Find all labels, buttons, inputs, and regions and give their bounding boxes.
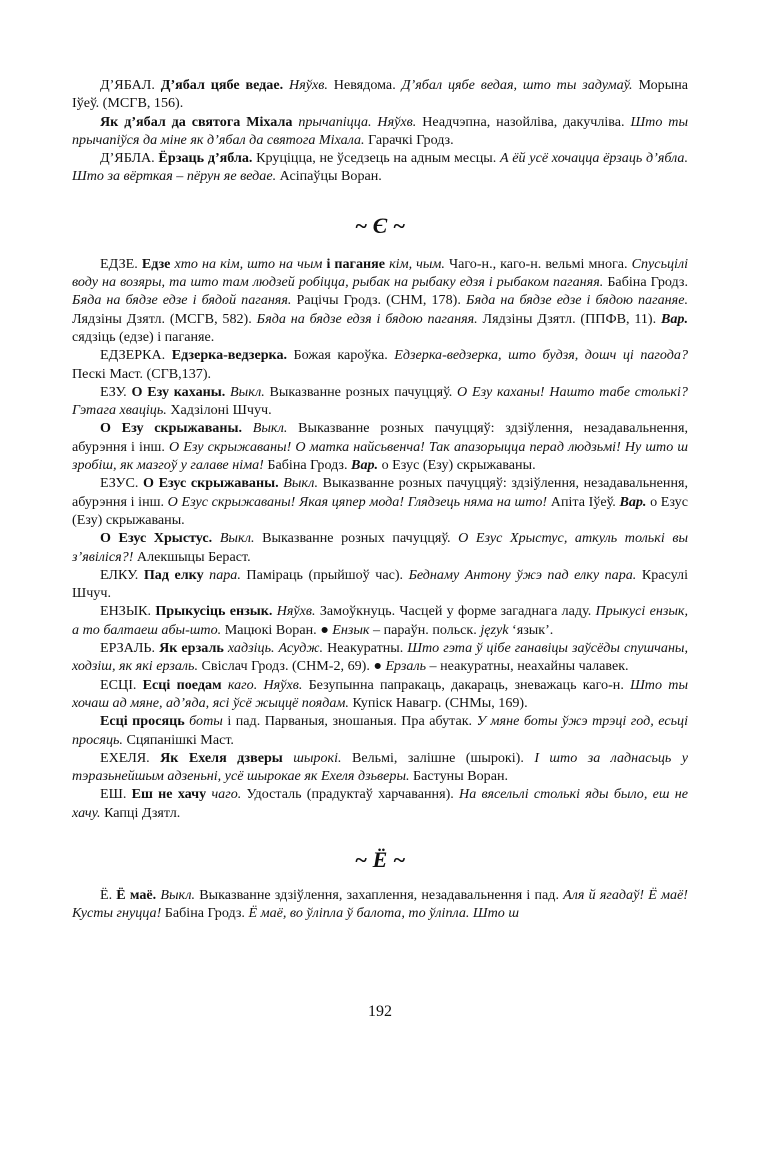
entry-text: Лядзіны Дзятл. (МСГВ, 582). <box>72 310 257 327</box>
entry-text: Выказванне розных пачуццяў. <box>254 530 459 547</box>
entry-text: Капці Дзятл. <box>100 804 181 821</box>
italic-text: кім, чым. <box>389 255 445 272</box>
dictionary-entry <box>72 474 688 529</box>
entry-text: ЕДЗЕ. <box>100 255 142 272</box>
entry-text: Бабіна Гродз. <box>263 457 352 474</box>
headphrase: Ёрзаць д’ябла. <box>158 150 253 167</box>
entry-text: Д’ЯБЛА. <box>100 150 159 167</box>
entry-text: Удосталь (прадуктаў харчавання). <box>241 786 460 803</box>
entry-text: ЕХЕЛЯ. <box>100 749 161 766</box>
italic-text: Едзерка-ведзерка, што будзя, дошч ці пагода? <box>394 347 688 364</box>
entry-text: ЕРЗАЛЬ. <box>100 640 160 657</box>
italic-text: Выкл. <box>160 886 196 903</box>
entry-text: Морына Іўеў. (МСГВ, 156). <box>72 77 688 112</box>
variant-label: Вар. <box>660 310 688 327</box>
dictionary-entry <box>72 149 688 186</box>
headphrase: О Езус скрыжаваны. <box>143 475 279 492</box>
italic-text: хадзіць. Асудж. <box>227 640 324 657</box>
italic-text: Прыкусі ензык, а то балтаеш абы-што. <box>72 603 688 638</box>
italic-text: хто на кім, што на чым <box>174 255 323 272</box>
italic-text: каго. Няўхв. <box>227 676 303 693</box>
dictionary-entry <box>72 639 688 676</box>
entry-text: Красулі Шчуч. <box>72 566 688 602</box>
dictionary-entry <box>72 749 688 786</box>
dictionary-entry <box>72 785 688 822</box>
italic-text: Бяда на бядзе едзе і бядой паганяя. <box>72 292 292 309</box>
entry-text: Алекшыцы Бераст. <box>133 548 251 565</box>
entry-text <box>212 530 220 546</box>
entry-text: ЕЗУС. <box>100 475 144 492</box>
dictionary-entry <box>72 676 688 713</box>
italic-text: Што ты прычапіўся да міне як д’ябал да святога Міхала. <box>72 113 688 148</box>
headphrase: Едзерка-ведзерка. <box>171 347 288 364</box>
headphrase: Ё маё. <box>116 886 157 903</box>
entry-text: Свіслач Гродз. (СНМ-2, 69). ● <box>198 658 386 675</box>
dictionary-page <box>72 76 688 923</box>
headphrase: Есці поедам <box>142 676 222 693</box>
dictionary-entry <box>72 346 688 383</box>
variant-label: Вар. <box>619 493 647 510</box>
italic-text: пара. <box>209 566 241 583</box>
entry-text: Лядзіны Дзятл. (ППФВ, 11). <box>477 310 661 327</box>
italic-text: чаго. <box>211 786 242 803</box>
italic-text: Што гэта ў цібе ганавіцы заўсёды спушчаны, ходзіш, як які ерзаль. <box>72 640 689 675</box>
italic-text: Што ты хочаш ад мяне, ад’яда, ясі ўсё жыццё поядам. <box>72 676 688 711</box>
entry-text <box>242 420 253 436</box>
entry-text: Выказванне розных пачуццяў. <box>264 383 458 400</box>
italic-text: język <box>480 621 509 638</box>
entry-text: ЕШ. <box>100 786 132 803</box>
italic-text: Аля й ягадаў! Ё маё! Кусты гнуцца! <box>72 886 688 922</box>
headphrase: Еш не хачу <box>131 786 207 803</box>
entry-text: Выказванне здзіўлення, захаплення, незадавальнення і пад. <box>195 886 564 903</box>
italic-text: Бяда на бядзе едзе і бядою паганяе. <box>465 292 688 309</box>
headphrase: Д’ябал цябе ведае. <box>160 77 284 93</box>
entry-text: Вельмі, залішне (шырокі). <box>341 749 535 766</box>
entry-text: Асіпаўцы Воран. <box>276 168 382 185</box>
entry-text: сядзіць (едзе) і паганяе. <box>72 328 215 345</box>
section-separator-ye: ~ Є ~ <box>354 212 406 238</box>
entry-text: Бабіна Гродз. <box>161 905 249 922</box>
entry-text: Выказванне розных пачуццяў: здзіўлення, незадавальнення, абурэння і інш. <box>72 420 688 455</box>
entry-text: ЕДЗЕРКА. <box>100 347 172 364</box>
italic-text: боты <box>189 713 223 730</box>
dictionary-entry <box>72 886 688 923</box>
italic-text: Няўхв. <box>289 77 328 93</box>
italic-text: Ерзаль <box>385 658 427 675</box>
italic-text: Ё маё, во ўліпла ў балота, то ўліпла. Што ш <box>248 905 520 922</box>
italic-text: І што за ладнасьць у тэразьнейшым адзеньні, усё шырокае як Ехеля дзьверы. <box>72 749 688 785</box>
italic-text: Беднаму Антону ўжэ пад елку пара. <box>408 566 637 583</box>
italic-text: Ензык <box>332 621 370 638</box>
entry-text: Неакуратны. <box>323 640 408 657</box>
italic-text: О Езу каханы! Нашто табе столькі? Гэтага хваціць. <box>72 383 688 419</box>
headphrase: О Езу каханы. <box>131 383 226 400</box>
entry-text: Ё. <box>100 886 117 903</box>
italic-text: Д’ябал цябе ведая, што ты задумаў. <box>401 77 633 93</box>
entry-text: Д’ЯБАЛ. <box>100 77 161 93</box>
italic-text: Бяда на бядзе едзя і бядою паганяя. <box>256 310 478 327</box>
italic-text: У мяне боты ўжэ трэці год, есьці просяць. <box>72 713 688 748</box>
entry-text: – параўн. польск. <box>369 621 481 638</box>
entry-text: ЕЗУ. <box>100 383 132 400</box>
dictionary-entry <box>72 255 688 346</box>
headphrase: Як ерзаль <box>159 640 224 657</box>
entry-text: Хадзілоні Шчуч. <box>166 402 272 419</box>
entry-text: Замоўкнуць. Часцей у форме загаднага ладу. <box>315 603 596 620</box>
entry-text: о Езус (Езу) скрыжаваны. <box>378 457 536 474</box>
dictionary-entry <box>72 76 688 113</box>
italic-text: Выкл. <box>230 383 265 400</box>
entry-text: Безупынна папракаць, дакараць, зневажаць каго-н. <box>302 676 631 693</box>
entry-text: ЕЛКУ. <box>100 566 144 583</box>
entry-text: ЕСЦІ. <box>100 676 143 693</box>
headphrase: Прыкусіць ензык. <box>155 603 273 620</box>
headphrase: Як Ехеля дзверы <box>160 749 283 766</box>
entry-text: Гарачкі Гродз. <box>364 131 454 148</box>
italic-text: На вясельлі столькі яды было, еш не хачу. <box>72 786 689 821</box>
italic-text: прычапіцца. Няўхв. <box>298 113 417 130</box>
entry-text: Невядома. <box>327 77 402 93</box>
italic-text: Няўхв. <box>276 603 316 620</box>
dictionary-entry <box>72 602 688 639</box>
entry-text: ‘язык’. <box>508 621 554 638</box>
section-separator-yo: ~ Ё ~ <box>354 846 406 872</box>
headphrase: і паганяе <box>326 255 386 272</box>
entry-text: Выказванне розных пачуццяў: здзіўлення, незадавальнення, абурэння і інш. <box>72 475 689 510</box>
dictionary-entry <box>72 712 688 749</box>
dictionary-entry <box>72 383 688 420</box>
italic-text: Выкл. <box>283 475 318 492</box>
dictionary-entry <box>72 113 688 150</box>
italic-text: Выкл. <box>252 420 288 437</box>
dictionary-entry <box>72 566 688 603</box>
entry-text: – неакуратны, неахайны чалавек. <box>426 658 629 675</box>
headphrase: Пад елку <box>143 566 204 583</box>
headphrase: О Езу скрыжаваны. <box>100 420 242 437</box>
italic-text: Спусьцілі воду на возяры, та што там людзей робіцца, рыбак на рыбаку едзя і рыбаком паганяя. <box>72 255 689 291</box>
italic-text: шырокі. <box>293 749 342 766</box>
entry-text: Рацічы Гродз. (СНМ, 178). <box>291 292 466 309</box>
entry-text: Круціцца, не ўседзець на адным месцы. <box>252 150 500 167</box>
italic-text: О Езус Хрыстус, аткуль толькі вы з’явіліся?! <box>72 530 688 565</box>
dictionary-entry <box>72 529 688 566</box>
entry-text: Апіта Іўеў. <box>547 493 620 510</box>
page-number: 192 <box>368 1003 392 1020</box>
entry-text: о Езус (Езу) скрыжаваны. <box>72 493 688 528</box>
headphrase: Як д’ябал да святога Міхала <box>100 113 293 130</box>
entry-text: і пад. Парваныя, зношаныя. Пра абутак. <box>222 713 477 730</box>
italic-text: О Езус скрыжаваны! Якая цяпер мода! Глядзець няма на што! <box>167 493 548 510</box>
variant-label: Вар. <box>351 457 379 474</box>
entry-text <box>283 750 293 766</box>
italic-text: Выкл. <box>219 530 255 547</box>
entry-text: Паміраць (прыйшоў час). <box>240 566 409 583</box>
entry-text: Неадчэпна, назойліва, дакучліва. <box>416 113 631 130</box>
entry-text: Пескі Маст. (СГВ,137). <box>72 365 212 382</box>
entry-text: Божая кароўка. <box>287 347 395 364</box>
italic-text: О Езу скрыжаваны! О матка найсьвенча! Так апазорыцца перад людзьмі! Ну што ш зробіш, як мазгоў у галаве німа! <box>72 438 688 474</box>
entry-text: ЕНЗЫК. <box>100 603 156 620</box>
italic-text: А ёй усё хочацца ёрзаць д’ябла. Што за вёрткая – пёрун яе ведае. <box>72 150 688 185</box>
entry-text: Бабіна Гродз. <box>603 274 688 291</box>
headphrase: Едзе <box>141 255 171 272</box>
entry-text: Бастуны Воран. <box>409 768 509 785</box>
entry-text: Сцяпанішкі Маст. <box>122 731 234 748</box>
headphrase: О Езус Хрыстус. <box>100 530 213 547</box>
entry-text: Мацюкі Воран. ● <box>221 621 333 638</box>
entry-text: Чаго-н., каго-н. вельмі многа. <box>444 255 632 272</box>
dictionary-entry <box>72 419 688 474</box>
headphrase: Есці просяць <box>100 713 185 730</box>
entry-text: Купіск Навагр. (СНМы, 169). <box>348 694 528 711</box>
